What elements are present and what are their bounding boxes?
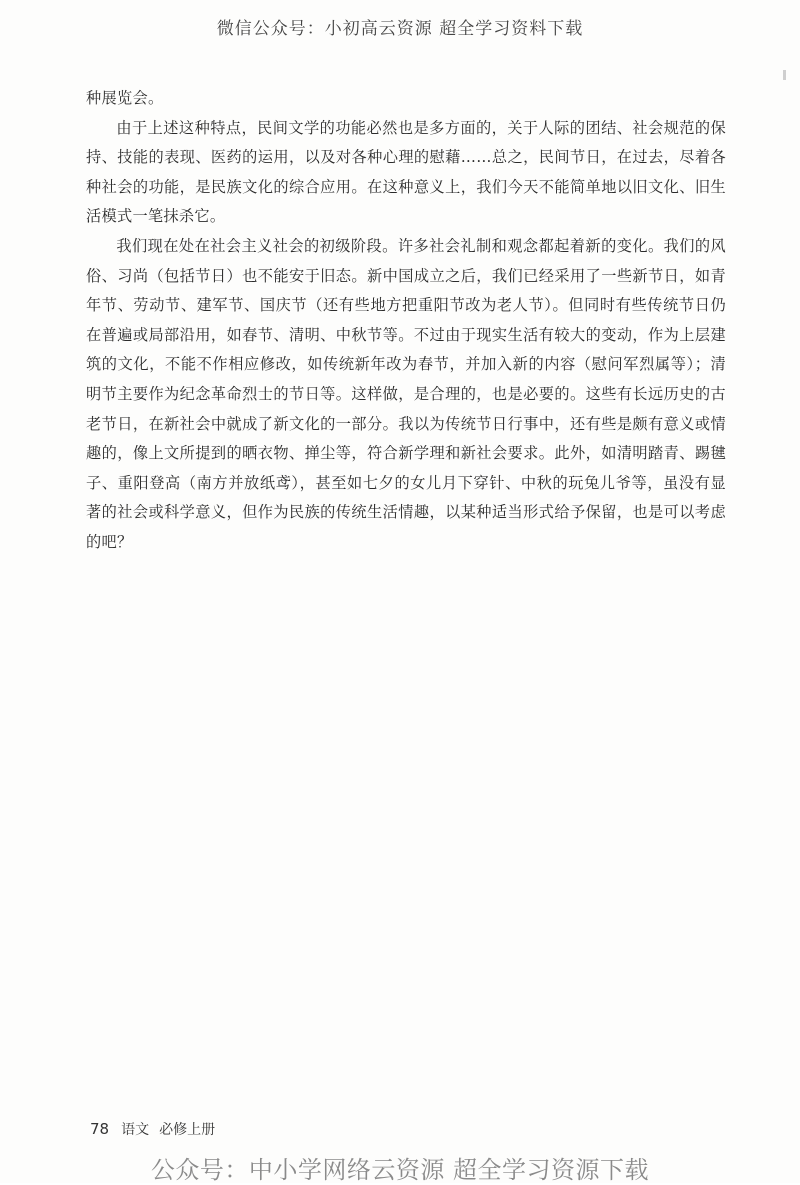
edge-mark xyxy=(783,70,786,80)
subject-label: 语文 xyxy=(121,1122,150,1138)
paragraph-folk-function: 由于上述这种特点，民间文学的功能必然也是多方面的，关于人际的团结、社会规范的保持、技能的表现、医药的运用，以及对各种心理的慰藉……总之，民间节日，在过去，尽着各种社会的功能，是民族文化的综合应用。在这种意义上，我们今天不能简单地以旧文化、旧生活模式一笔抹杀它。 xyxy=(86,118,726,226)
page-footer xyxy=(90,1119,215,1139)
paragraph-continuation: 种展览会。 xyxy=(86,89,164,107)
volume-label: 必修上册 xyxy=(159,1122,216,1138)
body-text xyxy=(86,84,726,558)
book-title xyxy=(121,1119,215,1139)
paragraph-socialist-festivals: 我们现在处在社会主义社会的初级阶段。许多社会礼制和观念都起着新的变化。我们的风俗、习尚（包括节日）也不能安于旧态。新中国成立之后，我们已经采用了一些新节日，如青年节、劳动节、建军节、国庆节（还有些地方把重阳节改为老人节）。但同时有些传统节日仍在普遍或局部沿用，如春节、清明、中秋节等。不过由于现实生活有较大的变动，作为上层建筑的文化，不能不作相应修改，如传统新年改为春节，并加入新的内容（慰问军烈属等）；清明节主要作为纪念革命烈士的节日等。这样做，是合理的，也是必要的。这些有长远历史的古老节日，在新社会中就成了新文化的一部分。我以为传统节日行事中，还有些是颇有意义或情趣的，像上文所提到的晒衣物、掸尘等，符合新学理和新社会要求。此外，如清明踏青、踢毽子、重阳登高（南方并放纸鸢），甚至如七夕的女儿月下穿针、中秋的玩兔儿爷等，虽没有显著的社会或科学意义，但作为民族的传统生活情趣，以某种适当形式给予保留，也是可以考虑的吧？ xyxy=(86,236,726,551)
bottom-watermark: 公众号：中小学网络云资源 超全学习资源下载 xyxy=(150,1156,650,1184)
top-watermark: 微信公众号：小初高云资源 超全学习资料下载 xyxy=(216,19,584,39)
page-number: 78 xyxy=(90,1120,110,1138)
